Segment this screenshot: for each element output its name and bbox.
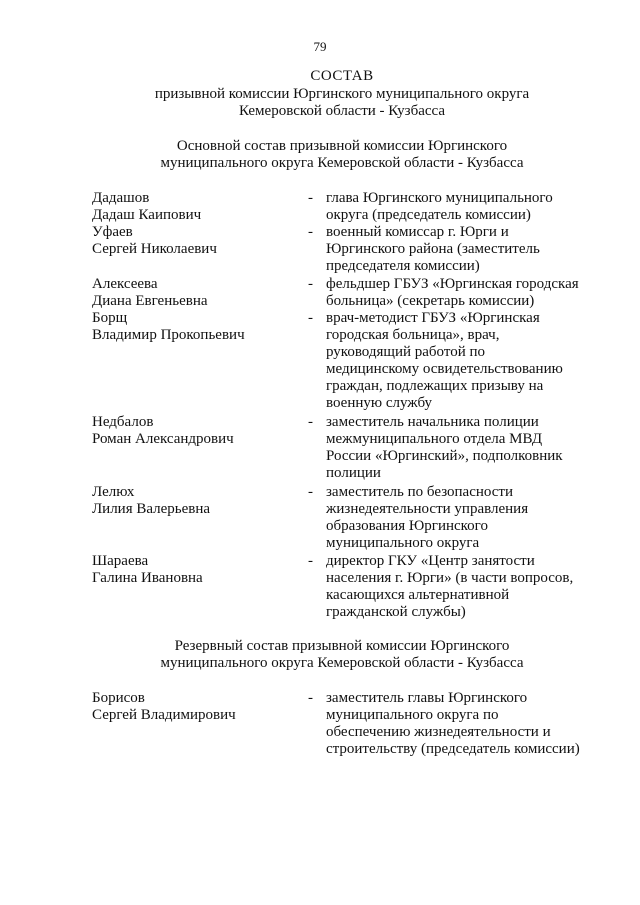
member-role-line: образования Юргинского <box>326 518 488 534</box>
member-role <box>326 484 626 552</box>
member-role-line: населения г. Юрги» (в части вопросов, <box>326 570 574 586</box>
member-role-line: городская больница», врач, <box>326 327 500 343</box>
document-subtitle-line-1: призывной комиссии Юргинского муниципального округа <box>154 86 530 102</box>
member-role-line: заместитель главы Юргинского <box>326 690 528 706</box>
member-role <box>326 310 626 412</box>
member-dash: - <box>308 190 313 206</box>
member-role <box>326 553 626 621</box>
member-surname: Недбалов <box>92 414 154 430</box>
reserve-section-heading-line-1: Резервный состав призывной комиссии Юргинского <box>174 638 510 654</box>
member-role-line: заместитель по безопасности <box>326 484 514 500</box>
page-number: 79 <box>313 39 327 54</box>
member-role-line: жизнедеятельности управления <box>326 501 529 517</box>
member-role <box>326 224 626 275</box>
member-given-names: Лилия Валерьевна <box>92 501 211 517</box>
member-surname: Дадашов <box>92 190 150 206</box>
member-role-line: глава Юргинского муниципального <box>326 190 553 206</box>
main-section-heading-line-1: Основной состав призывной комиссии Юргинского <box>176 138 508 154</box>
member-given-names: Галина Ивановна <box>92 570 203 586</box>
member-role <box>326 276 626 310</box>
member-role-line: заместитель начальника полиции <box>326 414 539 430</box>
member-role-line: граждан, подлежащих призыву на <box>326 378 544 394</box>
member-dash: - <box>308 690 313 706</box>
member-name <box>92 484 302 518</box>
member-role-line: обеспечению жизнедеятельности и <box>326 724 551 740</box>
member-given-names: Сергей Владимирович <box>92 707 236 723</box>
member-role-line: медицинскому освидетельствованию <box>326 361 563 377</box>
member-given-names: Сергей Николаевич <box>92 241 217 257</box>
member-role-line: касающихся альтернативной <box>326 587 510 603</box>
member-role-line: директор ГКУ «Центр занятости <box>326 553 535 569</box>
member-dash: - <box>308 484 313 500</box>
member-role-line: Юргинского района (заместитель <box>326 241 540 257</box>
member-name <box>92 276 302 310</box>
member-surname: Борщ <box>92 310 128 326</box>
member-role-line: округа (председатель комиссии) <box>326 207 531 223</box>
member-name <box>92 310 302 344</box>
member-name <box>92 224 302 258</box>
member-role-line: России «Юргинский», подполковник <box>326 448 563 464</box>
member-role-line: фельдшер ГБУЗ «Юргинская городская <box>326 276 579 292</box>
member-name <box>92 553 302 587</box>
member-role-line: межмуниципального отдела МВД <box>326 431 543 447</box>
member-role <box>326 190 626 224</box>
member-surname: Лелюх <box>92 484 135 500</box>
main-section-heading-line-2: муниципального округа Кемеровской области - Кузбасса <box>160 155 524 171</box>
member-role-line: руководящий работой по <box>326 344 486 360</box>
member-surname: Уфаев <box>92 224 133 240</box>
member-dash: - <box>308 310 313 326</box>
member-role-line: муниципального округа <box>326 535 480 551</box>
member-surname: Борисов <box>92 690 145 706</box>
document-title: СОСТАВ <box>310 68 374 84</box>
member-surname: Шараева <box>92 553 149 569</box>
member-role-line: военную службу <box>326 395 433 411</box>
member-role-line: военный комиссар г. Юрги и <box>326 224 509 240</box>
member-dash: - <box>308 276 313 292</box>
member-role-line: больница» (секретарь комиссии) <box>326 293 535 309</box>
member-role-line: председателя комиссии) <box>326 258 480 274</box>
member-role-line: строительству (председатель комиссии) <box>326 741 580 757</box>
member-name <box>92 190 302 224</box>
member-given-names: Роман Александрович <box>92 431 234 447</box>
member-role-line: полиции <box>326 465 381 481</box>
member-dash: - <box>308 553 313 569</box>
member-role <box>326 690 626 758</box>
member-role-line: врач-методист ГБУЗ «Юргинская <box>326 310 540 326</box>
member-dash: - <box>308 414 313 430</box>
member-dash: - <box>308 224 313 240</box>
member-role-line: муниципального округа по <box>326 707 499 723</box>
document-subtitle-line-2: Кемеровской области - Кузбасса <box>238 103 446 119</box>
member-name <box>92 690 302 724</box>
member-name <box>92 414 302 448</box>
member-given-names: Диана Евгеньевна <box>92 293 208 309</box>
member-role-line: гражданской службы) <box>326 604 466 620</box>
member-role <box>326 414 626 482</box>
member-given-names: Владимир Прокопьевич <box>92 327 245 343</box>
member-given-names: Дадаш Каипович <box>92 207 202 223</box>
reserve-section-heading-line-2: муниципального округа Кемеровской области - Кузбасса <box>160 655 524 671</box>
member-surname: Алексеева <box>92 276 158 292</box>
